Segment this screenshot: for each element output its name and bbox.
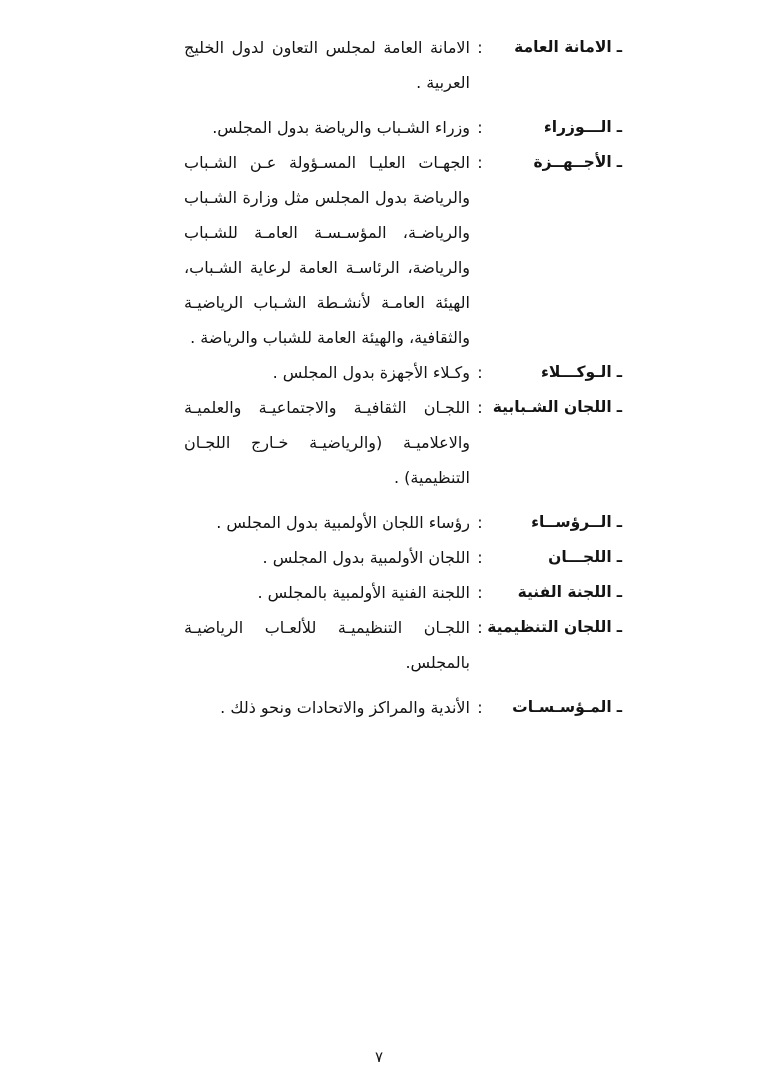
definition-entry (184, 575, 622, 610)
term-label (490, 505, 622, 540)
term-label (490, 540, 622, 575)
colon-separator: : (477, 363, 483, 382)
entry-dash: ـ (616, 118, 622, 136)
colon-separator: : (477, 583, 483, 602)
colon-separator: : (477, 153, 483, 172)
colon-separator: : (477, 38, 483, 57)
glossary-list (184, 30, 622, 725)
term-text: الامانة العامة (514, 38, 612, 56)
colon-separator: : (477, 513, 483, 532)
definition-entry (184, 390, 622, 495)
definition-entry (184, 505, 622, 540)
entry-dash: ـ (616, 398, 622, 416)
definition-entry (184, 540, 622, 575)
term-label (490, 30, 622, 65)
entry-dash: ـ (616, 548, 622, 566)
term-label (490, 145, 622, 180)
definition-text: اللجـان الثقافيـة والاجتماعيـة والعلميـة والاعلاميـة (والرياضيـة خـارج اللجـان التنظيمية) . (184, 398, 470, 487)
term-label (490, 575, 622, 610)
colon-separator: : (477, 118, 483, 137)
definition-entry (184, 355, 622, 390)
entry-dash: ـ (616, 618, 622, 636)
term-text: الــرؤســاء (531, 513, 612, 531)
colon-separator: : (477, 618, 483, 637)
term-text: اللجنة الفنية (517, 583, 612, 601)
term-label (490, 355, 622, 390)
term-label (490, 690, 622, 725)
colon-separator: : (477, 548, 483, 567)
entry-dash: ـ (616, 583, 622, 601)
definition-text: وزراء الشـباب والرياضة بدول المجلس. (212, 118, 470, 137)
term-text: اللجـــان (548, 548, 612, 566)
term-text: الأجــهــزة (533, 153, 612, 171)
definition-entry (184, 110, 622, 145)
entry-dash: ـ (616, 363, 622, 381)
colon-separator: : (477, 398, 483, 417)
term-label (490, 390, 622, 425)
definition-entry (184, 610, 622, 680)
term-text: الـــوزراء (543, 118, 612, 136)
page-number: ٧ (374, 1048, 384, 1066)
definition-text: وكـلاء الأجهزة بدول المجلس . (272, 363, 470, 382)
definition-entry (184, 30, 622, 100)
term-text: الـوكـــلاء (540, 363, 612, 381)
term-text: اللجان الشـبابية (492, 398, 612, 416)
entry-dash: ـ (616, 513, 622, 531)
definition-entry (184, 690, 622, 725)
entry-dash: ـ (616, 698, 622, 716)
term-label (490, 110, 622, 145)
definition-text: اللجـان التنظيميـة للألعـاب الرياضيـة بالمجلس. (184, 618, 470, 672)
term-text: المـؤسـسـات (512, 698, 612, 716)
entry-dash: ـ (616, 38, 622, 56)
definition-entry (184, 145, 622, 355)
definition-text: الجهـات العليـا المسـؤولة عـن الشـباب والرياضة بدول المجلس مثل وزارة الشـباب والرياضـة، المؤسـسـة العامـة للشـباب والرياضة، الرئاسـة العامة لرعاية الشـباب، الهيئة العامـة لأنشـطة الشـباب الرياضيـة والثقافية، والهيئة العامة للشباب والرياضة . (184, 153, 470, 347)
definition-text: رؤساء اللجان الأولمبية بدول المجلس . (216, 513, 470, 532)
term-text: اللجان التنظيمية (487, 618, 612, 636)
definition-text: اللجنة الفنية الأولمبية بالمجلس . (257, 583, 470, 602)
definition-text: اللجان الأولمبية بدول المجلس . (262, 548, 470, 567)
definition-text: الأندية والمراكز والاتحادات ونحو ذلك . (220, 698, 470, 717)
term-label (487, 610, 622, 645)
entry-dash: ـ (616, 153, 622, 171)
definition-text: الامانة العامة لمجلس التعاون لدول الخليج العربية . (184, 38, 470, 92)
colon-separator: : (477, 698, 483, 717)
